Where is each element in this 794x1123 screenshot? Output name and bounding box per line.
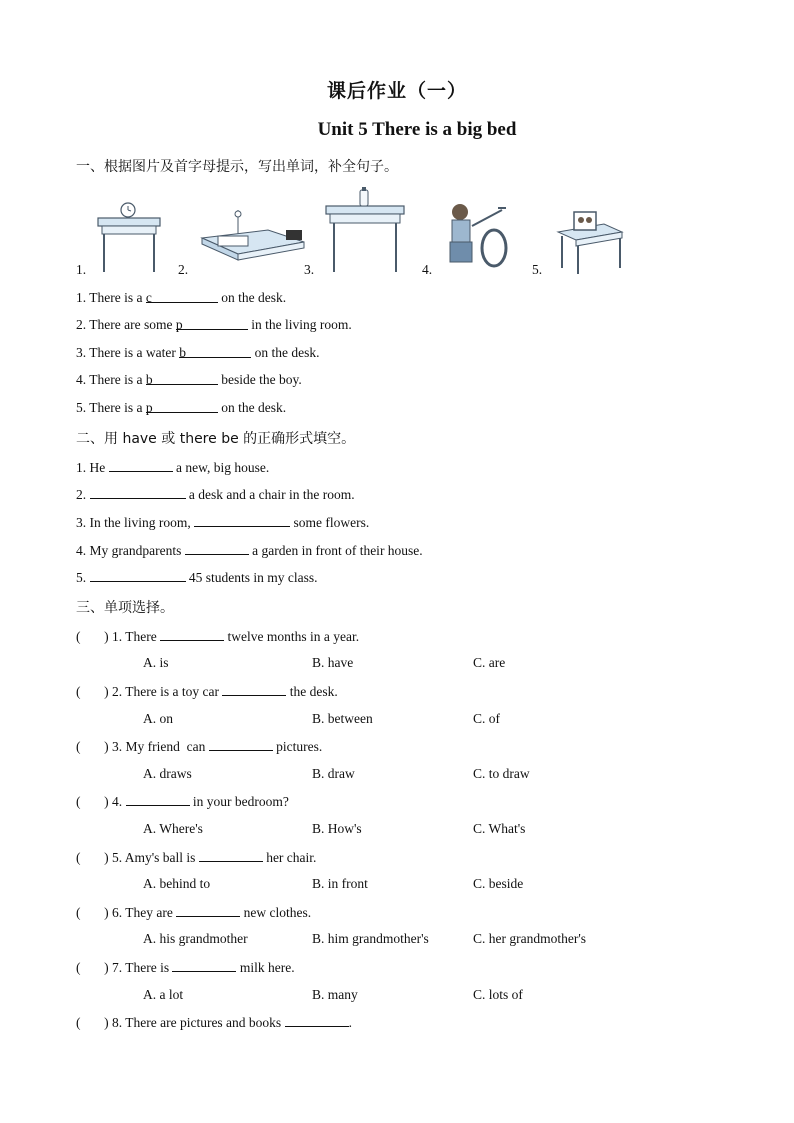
question-2-option-a[interactable]: A. on <box>143 711 173 726</box>
question-1-option-c[interactable]: C. are <box>473 655 506 670</box>
unit-title: Unit 5 There is a big bed <box>317 119 517 140</box>
question-6-option-a[interactable]: A. his grandmother <box>143 931 248 946</box>
section1-item-1: 1. There is a c on the desk. <box>76 290 287 305</box>
section2-item-4: 4. My grandparents a garden in front of their house. <box>76 543 423 558</box>
question-3-option-b[interactable]: B. draw <box>312 766 355 781</box>
question-1-option-b[interactable]: B. have <box>312 655 354 670</box>
picture-number-4: 4. <box>422 262 433 277</box>
question-4-option-b[interactable]: B. How's <box>312 821 362 836</box>
fill-in-blank[interactable] <box>160 628 224 641</box>
boy-with-bike-picture <box>442 200 510 270</box>
fill-in-blank[interactable] <box>199 849 263 862</box>
fill-in-blank[interactable] <box>285 1014 349 1027</box>
section2-item-3: 3. In the living room, some flowers. <box>76 515 370 530</box>
fill-in-blank[interactable]: b <box>179 345 251 358</box>
question-8: ( ) 8. There are pictures and books . <box>76 1015 352 1030</box>
section1-item-2: 2. There are some p in the living room. <box>76 317 352 332</box>
section1-item-5: 5. There is a p on the desk. <box>76 400 287 415</box>
question-5-option-c[interactable]: C. beside <box>473 876 524 891</box>
fill-in-blank[interactable] <box>90 569 186 582</box>
question-6-option-b[interactable]: B. him grandmother's <box>312 931 429 946</box>
question-2-option-c[interactable]: C. of <box>473 711 500 726</box>
fill-in-blank[interactable]: c <box>146 290 218 303</box>
page-title: 课后作业（一） <box>326 80 467 102</box>
fill-in-blank[interactable] <box>222 683 286 696</box>
desk-with-water-bottle-picture <box>324 186 406 274</box>
fill-in-blank[interactable] <box>185 542 249 555</box>
fill-in-blank[interactable] <box>194 514 290 527</box>
fill-in-blank[interactable] <box>109 459 173 472</box>
fill-in-blank[interactable] <box>176 904 240 917</box>
section3-heading: 三、单项选择。 <box>76 600 174 616</box>
question-7-option-a[interactable]: A. a lot <box>143 987 184 1002</box>
question-3: ( ) 3. My friend can pictures. <box>76 739 323 754</box>
section2-item-5: 5. 45 students in my class. <box>76 570 318 585</box>
section1-item-3: 3. There is a water b on the desk. <box>76 345 320 360</box>
question-3-option-c[interactable]: C. to draw <box>473 766 530 781</box>
section2-item-1: 1. He a new, big house. <box>76 460 270 475</box>
fill-in-blank[interactable]: p <box>176 317 248 330</box>
section2-item-2: 2. a desk and a chair in the room. <box>76 487 355 502</box>
question-3-option-a[interactable]: A. draws <box>143 766 192 781</box>
desk-with-clock-picture <box>96 200 162 274</box>
question-2-option-b[interactable]: B. between <box>312 711 373 726</box>
question-6-option-c[interactable]: C. her grandmother's <box>473 931 587 946</box>
fill-in-blank[interactable] <box>209 738 273 751</box>
picture-number-1: 1. <box>76 262 87 277</box>
picture-number-3: 3. <box>304 262 315 277</box>
section2-heading: 二、用 have 或 there be 的正确形式填空。 <box>76 431 356 447</box>
section1-item-4: 4. There is a b beside the boy. <box>76 372 302 387</box>
question-2: ( ) 2. There is a toy car the desk. <box>76 684 338 699</box>
question-6: ( ) 6. They are new clothes. <box>76 905 312 920</box>
question-1-option-a[interactable]: A. is <box>143 655 169 670</box>
fill-in-blank[interactable] <box>172 959 236 972</box>
picture-number-5: 5. <box>532 262 543 277</box>
question-4-option-a[interactable]: A. Where's <box>143 821 203 836</box>
question-4-option-c[interactable]: C. What's <box>473 821 526 836</box>
section1-heading: 一、根据图片及首字母提示，写出单词，补全句子。 <box>76 159 398 175</box>
picture-number-2: 2. <box>178 262 189 277</box>
question-5-option-a[interactable]: A. behind to <box>143 876 211 891</box>
fill-in-blank[interactable]: b <box>146 372 218 385</box>
question-7: ( ) 7. There is milk here. <box>76 960 295 975</box>
question-7-option-c[interactable]: C. lots of <box>473 987 523 1002</box>
question-5: ( ) 5. Amy's ball is her chair. <box>76 850 317 865</box>
question-4: ( ) 4. in your bedroom? <box>76 794 289 809</box>
fill-in-blank[interactable]: p <box>146 400 218 413</box>
living-room-picture <box>198 208 308 262</box>
fill-in-blank[interactable] <box>90 486 186 499</box>
desk-with-photo-picture <box>554 210 626 276</box>
question-1: ( ) 1. There twelve months in a year. <box>76 629 360 644</box>
question-5-option-b[interactable]: B. in front <box>312 876 368 891</box>
question-7-option-b[interactable]: B. many <box>312 987 358 1002</box>
fill-in-blank[interactable] <box>126 793 190 806</box>
